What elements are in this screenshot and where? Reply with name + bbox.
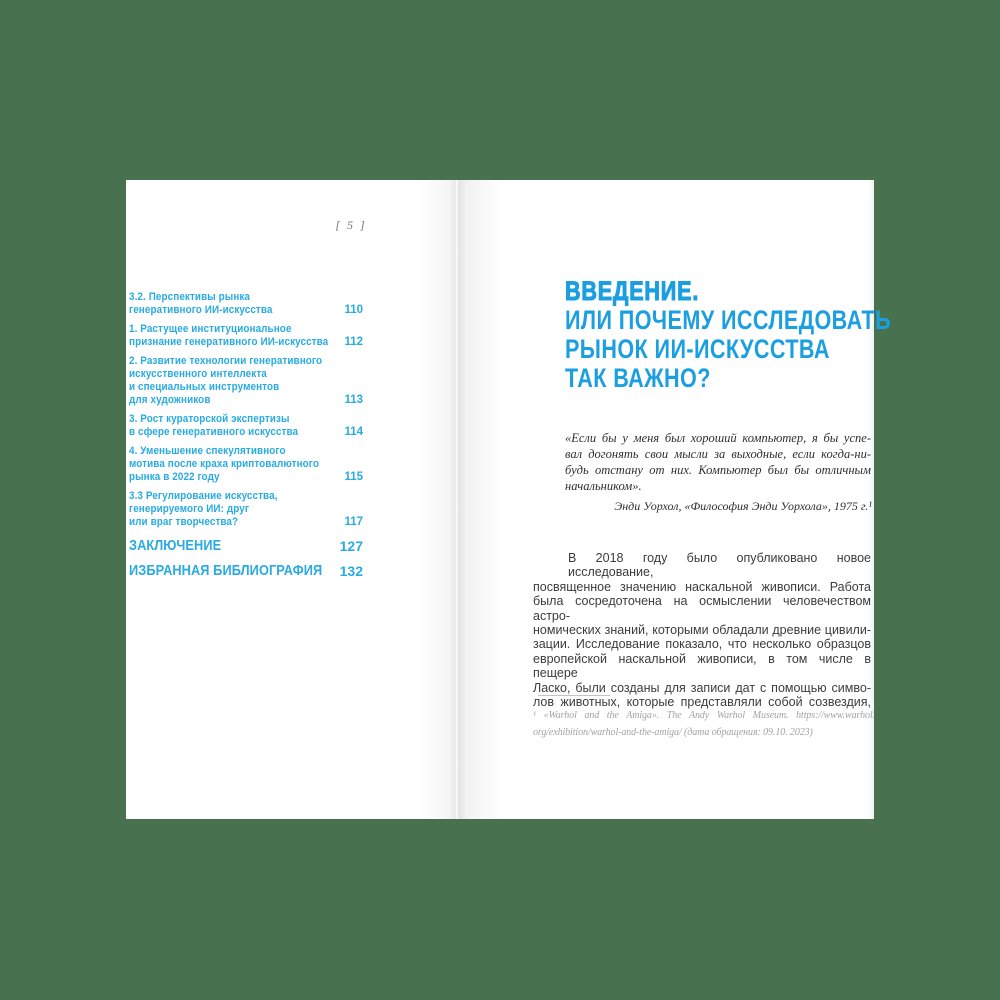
body-line: номических знаний, которыми обладали древние цивили-: [533, 623, 871, 638]
body-line: зации. Исследование показало, что несколько образцов: [533, 637, 871, 652]
toc-item-line: искусственного интеллекта: [129, 368, 267, 380]
footnote-line: ¹ «Warhol and the Amiga». The Andy Warhol Museum. https://www.warhol.: [533, 710, 875, 721]
toc-page-number: 110: [344, 304, 363, 316]
body-line: Ласко, были созданы для записи дат с помощью симво-: [533, 680, 871, 695]
toc-item-line: 2. Развитие технологии генеративного: [129, 355, 323, 367]
toc-item-line: и специальных инструментов: [129, 381, 280, 393]
toc-item-line: признание генеративного ИИ-искусства: [129, 336, 329, 348]
toc-page-number: 115: [344, 471, 363, 483]
toc-item: [129, 323, 363, 349]
chapter-title-line: ТАК ВАЖНО?: [565, 363, 711, 393]
toc-section-label: ЗАКЛЮЧЕНИЕ: [129, 538, 222, 554]
book-spread: [126, 180, 892, 819]
table-of-contents: [129, 291, 363, 579]
footnote: [533, 707, 875, 741]
toc-section-bibliography: [129, 563, 363, 579]
quote-line: «Если бы у меня был хороший компьютер, я бы успе-: [565, 431, 871, 445]
quote-line: начальником».: [565, 479, 642, 493]
chapter-title-line: ВВЕДЕНИЕ.: [565, 276, 700, 306]
toc-page-number: 132: [339, 563, 363, 579]
toc-item-line: мотива после краха криптовалютного: [129, 458, 319, 470]
toc-item-line: 3.2. Перспективы рынка: [129, 291, 251, 303]
body-line: посвященное значению наскальной живописи. Работа: [533, 579, 871, 594]
body-paragraph: [533, 551, 871, 709]
toc-item-line: или враг творчества?: [129, 516, 239, 528]
body-line: В 2018 году было опубликовано новое исследование,: [568, 551, 871, 580]
toc-page-number: 117: [344, 516, 363, 528]
toc-page-number: 112: [344, 336, 363, 348]
quote-line: будь отстану от них. Компьютер был бы отличным: [565, 463, 871, 477]
toc-item-line: генерируемого ИИ: друг: [129, 503, 250, 515]
toc-item-line: 1. Растущее институциональное: [129, 323, 292, 335]
toc-item: [129, 490, 363, 529]
toc-item-line: рынка в 2022 году: [129, 471, 220, 483]
page-number-folio: [ 5 ]: [335, 218, 367, 232]
epigraph-quote: [565, 430, 871, 494]
toc-item-line: 4. Уменьшение спекулятивного: [129, 445, 286, 457]
toc-page-number: 114: [344, 426, 363, 438]
toc-section-conclusion: [129, 538, 363, 554]
toc-item-line: генеративного ИИ-искусства: [129, 304, 273, 316]
toc-item-line: 3. Рост кураторской экспертизы: [129, 413, 290, 425]
quote-attribution: Энди Уорхол, «Философия Энди Уорхола», 1975 г.¹: [614, 499, 872, 513]
toc-item-line: для художников: [129, 394, 211, 406]
footnote-divider: [538, 695, 610, 696]
footnote-line: org/exhibition/warhol-and-the-amiga/ (дата обращения: 09.10. 2023): [533, 727, 813, 738]
body-line: европейской наскальной живописи, в том числе в пещере: [533, 651, 871, 681]
body-line: лов животных, которые представляли собой созвездия,: [533, 695, 871, 710]
toc-item: [129, 445, 363, 484]
toc-page-number: 127: [339, 538, 363, 554]
chapter-title-line: ИЛИ ПОЧЕМУ ИССЛЕДОВАТЬ: [565, 305, 892, 335]
toc-item: [129, 355, 363, 407]
quote-line: вал догонять свои мысли за выходные, если когда-ни-: [565, 447, 871, 461]
toc-page-number: 113: [344, 394, 363, 406]
toc-item-line: в сфере генеративного искусства: [129, 426, 299, 438]
body-line: была сосредоточена на осмыслении человечеством астро-: [533, 594, 871, 623]
chapter-title: [565, 277, 891, 393]
toc-item: [129, 413, 363, 439]
toc-item: [129, 291, 363, 317]
toc-section-label: ИЗБРАННАЯ БИБЛИОГРАФИЯ: [129, 563, 323, 579]
toc-item-line: 3.3 Регулирование искусства,: [129, 490, 278, 502]
chapter-title-line: РЫНОК ИИ-ИСКУССТВА: [565, 334, 830, 364]
